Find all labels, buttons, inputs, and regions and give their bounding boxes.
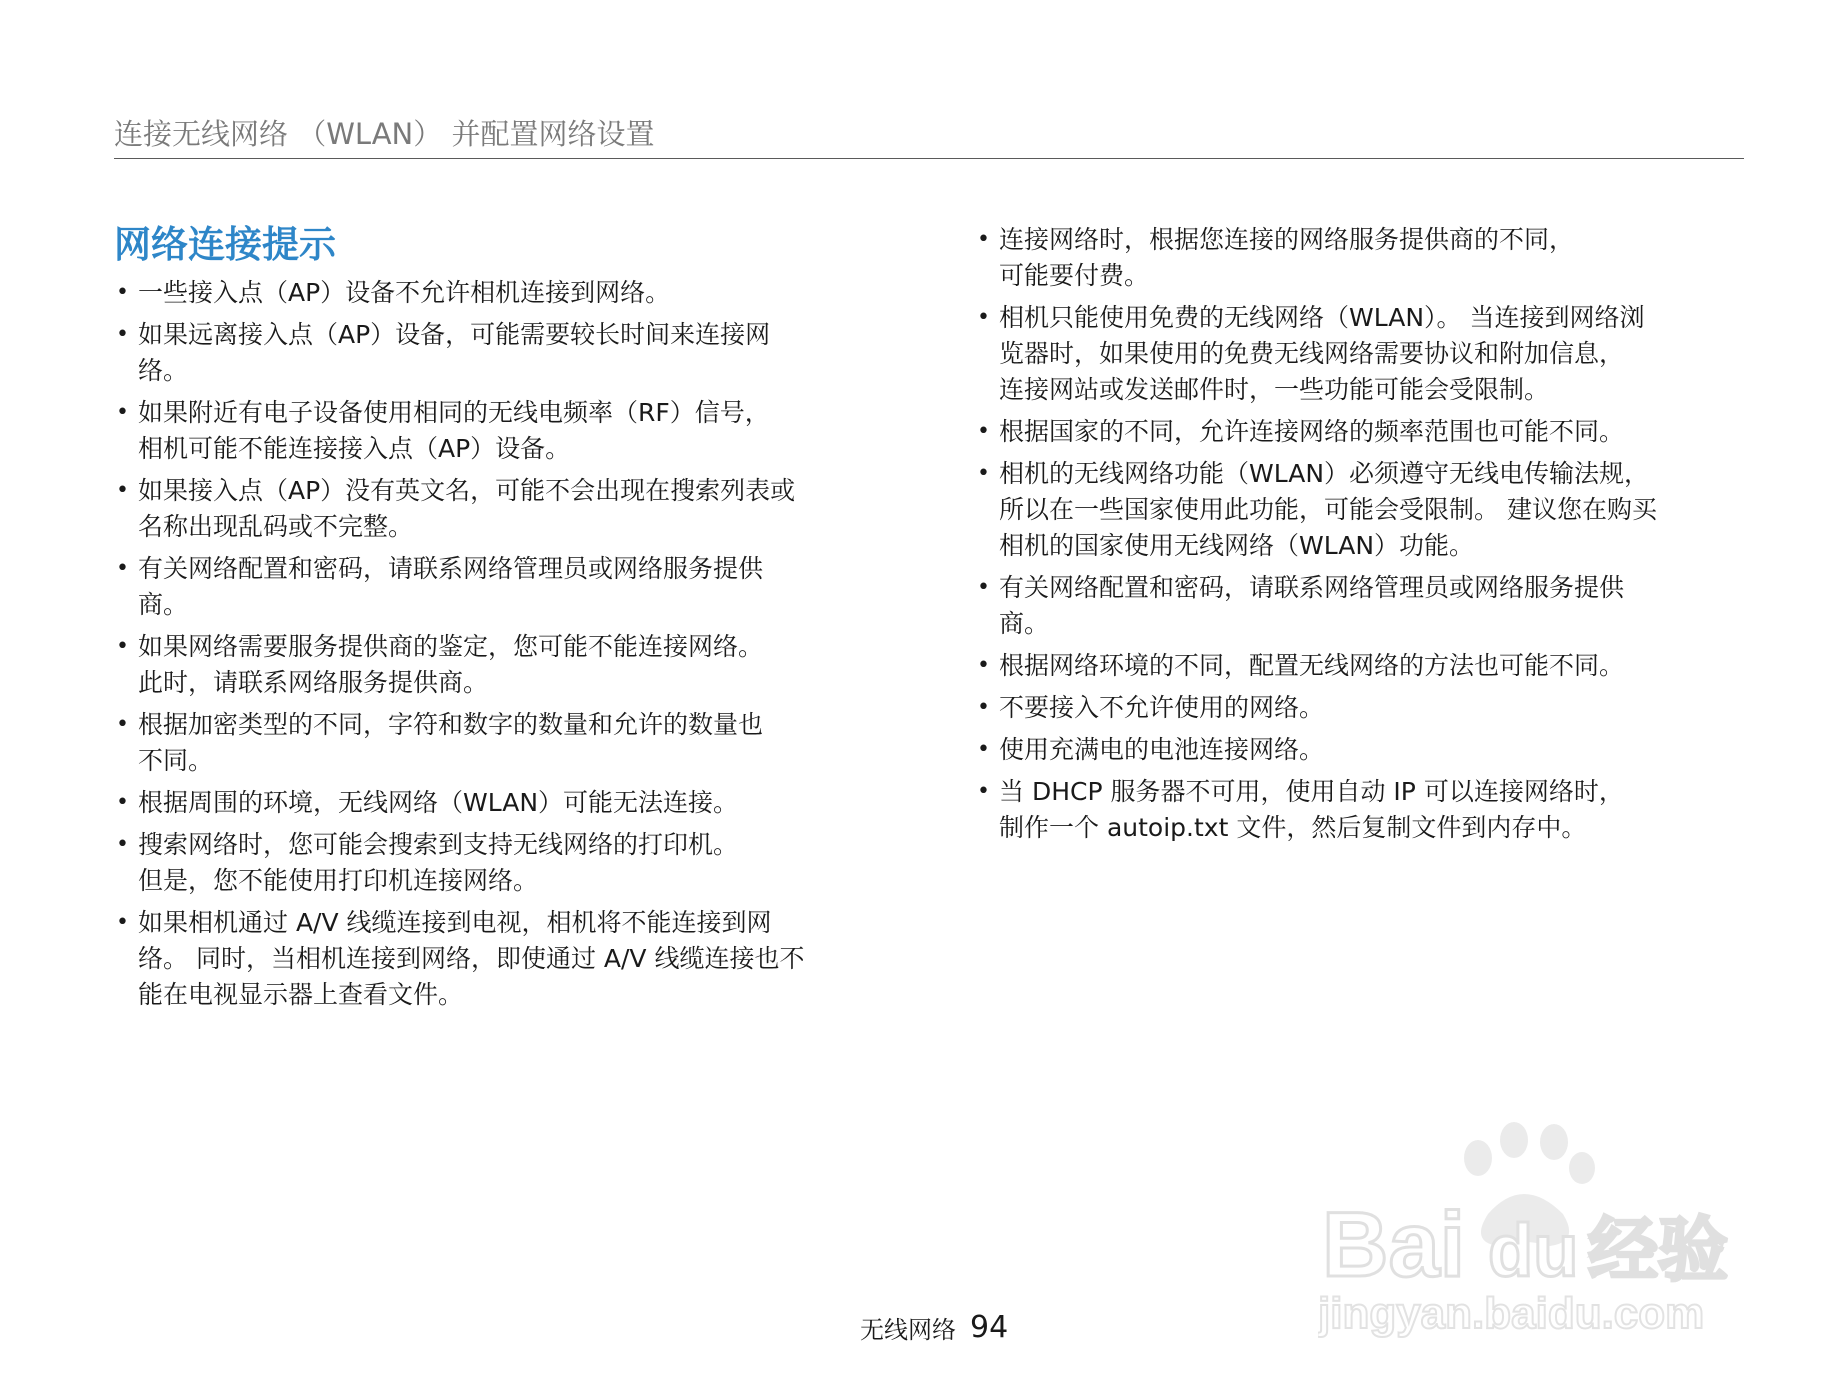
bullet-icon: •	[116, 832, 129, 857]
page-footer	[860, 1310, 1008, 1345]
watermark-brand: Bai	[1322, 1194, 1466, 1296]
left-bullet-item	[114, 275, 894, 311]
left-bullet-item	[114, 827, 894, 899]
bullet-icon: •	[977, 419, 990, 444]
bullet-icon: •	[116, 634, 129, 659]
section-title: 网络连接提示	[114, 223, 336, 266]
bullet-text-line: 相机可能不能连接接入点（AP）设备。	[138, 434, 571, 463]
left-bullet-item	[114, 785, 894, 821]
right-bullet-item	[975, 414, 1745, 450]
bullet-text-line: 搜索网络时，您可能会搜索到支持无线网络的打印机。	[138, 830, 739, 859]
page-header-title: 连接无线网络 （WLAN） 并配置网络设置	[114, 117, 655, 151]
left-bullet-item	[114, 317, 894, 389]
bullet-text-line: 一些接入点（AP）设备不允许相机连接到网络。	[138, 278, 671, 307]
right-bullet-item	[975, 648, 1745, 684]
bullet-text-line: 有关网络配置和密码，请联系网络管理员或网络服务提供	[138, 554, 764, 583]
bullet-text-line: 商。	[138, 590, 189, 619]
left-bullet-item	[114, 905, 894, 1013]
bullet-text-line: 相机只能使用免费的无线网络（WLAN）。 当连接到网络浏	[999, 303, 1645, 332]
watermark-brand-du: du	[1488, 1209, 1579, 1292]
baidu-jingyan-watermark	[1318, 1118, 1758, 1338]
bullet-text-line: 连接网络时，根据您连接的网络服务提供商的不同，	[999, 225, 1575, 254]
bullet-text-line: 能在电视显示器上查看文件。	[138, 980, 464, 1009]
bullet-icon: •	[116, 910, 129, 935]
watermark-url: jingyan.baidu.com	[1318, 1289, 1705, 1338]
bullet-text-line: 有关网络配置和密码，请联系网络管理员或网络服务提供	[999, 573, 1625, 602]
bullet-text-line: 根据加密类型的不同，字符和数字的数量和允许的数量也	[138, 710, 764, 739]
page-header	[114, 112, 1744, 159]
bullet-text-line: 连接网站或发送邮件时，一些功能可能会受限制。	[999, 375, 1550, 404]
bullet-icon: •	[977, 653, 990, 678]
bullet-text-line: 商。	[999, 609, 1050, 638]
bullet-text-line: 不要接入不允许使用的网络。	[999, 693, 1325, 722]
bullet-text-line: 络。	[138, 356, 189, 385]
bullet-text-line: 如果接入点（AP）没有英文名，可能不会出现在搜索列表或	[138, 476, 796, 505]
bullet-icon: •	[116, 322, 129, 347]
right-bullet-item	[975, 300, 1745, 408]
watermark-brand-jingyan: 经验	[1588, 1209, 1728, 1291]
bullet-text-line: 如果相机通过 A/V 线缆连接到电视，相机将不能连接到网	[138, 908, 772, 937]
bullet-text-line: 络。 同时，当相机连接到网络，即使通过 A/V 线缆连接也不	[138, 944, 805, 973]
bullet-icon: •	[116, 400, 129, 425]
bullet-text-line: 当 DHCP 服务器不可用，使用自动 IP 可以连接网络时，	[999, 777, 1624, 806]
bullet-text-line: 可能要付费。	[999, 261, 1150, 290]
bullet-text-line: 此时，请联系网络服务提供商。	[138, 668, 489, 697]
bullet-text-line: 根据国家的不同，允许连接网络的频率范围也可能不同。	[999, 417, 1625, 446]
bullet-text-line: 相机的国家使用无线网络（WLAN）功能。	[999, 531, 1475, 560]
right-column-list	[975, 222, 1745, 852]
left-bullet-item	[114, 551, 894, 623]
bullet-text-line: 如果网络需要服务提供商的鉴定，您可能不能连接网络。	[138, 632, 764, 661]
bullet-text-line: 所以在一些国家使用此功能，可能会受限制。 建议您在购买	[999, 495, 1657, 524]
bullet-text-line: 览器时，如果使用的免费无线网络需要协议和附加信息，	[999, 339, 1625, 368]
bullet-icon: •	[116, 478, 129, 503]
bullet-icon: •	[977, 461, 990, 486]
bullet-text-line: 使用充满电的电池连接网络。	[999, 735, 1325, 764]
footer-section-label: 无线网络	[860, 1316, 956, 1344]
bullet-text-line: 相机的无线网络功能（WLAN）必须遵守无线电传输法规，	[999, 459, 1650, 488]
right-bullet-item	[975, 774, 1745, 846]
left-column-list	[114, 275, 894, 1019]
bullet-text-line: 如果远离接入点（AP）设备，可能需要较长时间来连接网	[138, 320, 771, 349]
bullet-text-line: 根据网络环境的不同，配置无线网络的方法也可能不同。	[999, 651, 1625, 680]
bullet-icon: •	[977, 305, 990, 330]
bullet-icon: •	[977, 227, 990, 252]
bullet-icon: •	[977, 575, 990, 600]
bullet-text-line: 名称出现乱码或不完整。	[138, 512, 414, 541]
left-bullet-item	[114, 707, 894, 779]
right-bullet-item	[975, 222, 1745, 294]
bullet-icon: •	[977, 695, 990, 720]
bullet-text-line: 如果附近有电子设备使用相同的无线电频率（RF）信号，	[138, 398, 770, 427]
bullet-text-line: 不同。	[138, 746, 214, 775]
bullet-icon: •	[977, 737, 990, 762]
left-bullet-item	[114, 395, 894, 467]
page-number: 94	[970, 1310, 1009, 1345]
right-bullet-item	[975, 690, 1745, 726]
right-bullet-item	[975, 570, 1745, 642]
bullet-icon: •	[977, 779, 990, 804]
bullet-text-line: 但是，您不能使用打印机连接网络。	[138, 866, 539, 895]
bullet-icon: •	[116, 712, 129, 737]
bullet-text-line: 根据周围的环境，无线网络（WLAN）可能无法连接。	[138, 788, 739, 817]
bullet-icon: •	[116, 556, 129, 581]
left-bullet-item	[114, 629, 894, 701]
bullet-icon: •	[116, 790, 129, 815]
bullet-text-line: 制作一个 autoip.txt 文件，然后复制文件到内存中。	[999, 813, 1587, 842]
right-bullet-item	[975, 456, 1745, 564]
bullet-icon: •	[116, 280, 129, 305]
right-bullet-item	[975, 732, 1745, 768]
left-bullet-item	[114, 473, 894, 545]
